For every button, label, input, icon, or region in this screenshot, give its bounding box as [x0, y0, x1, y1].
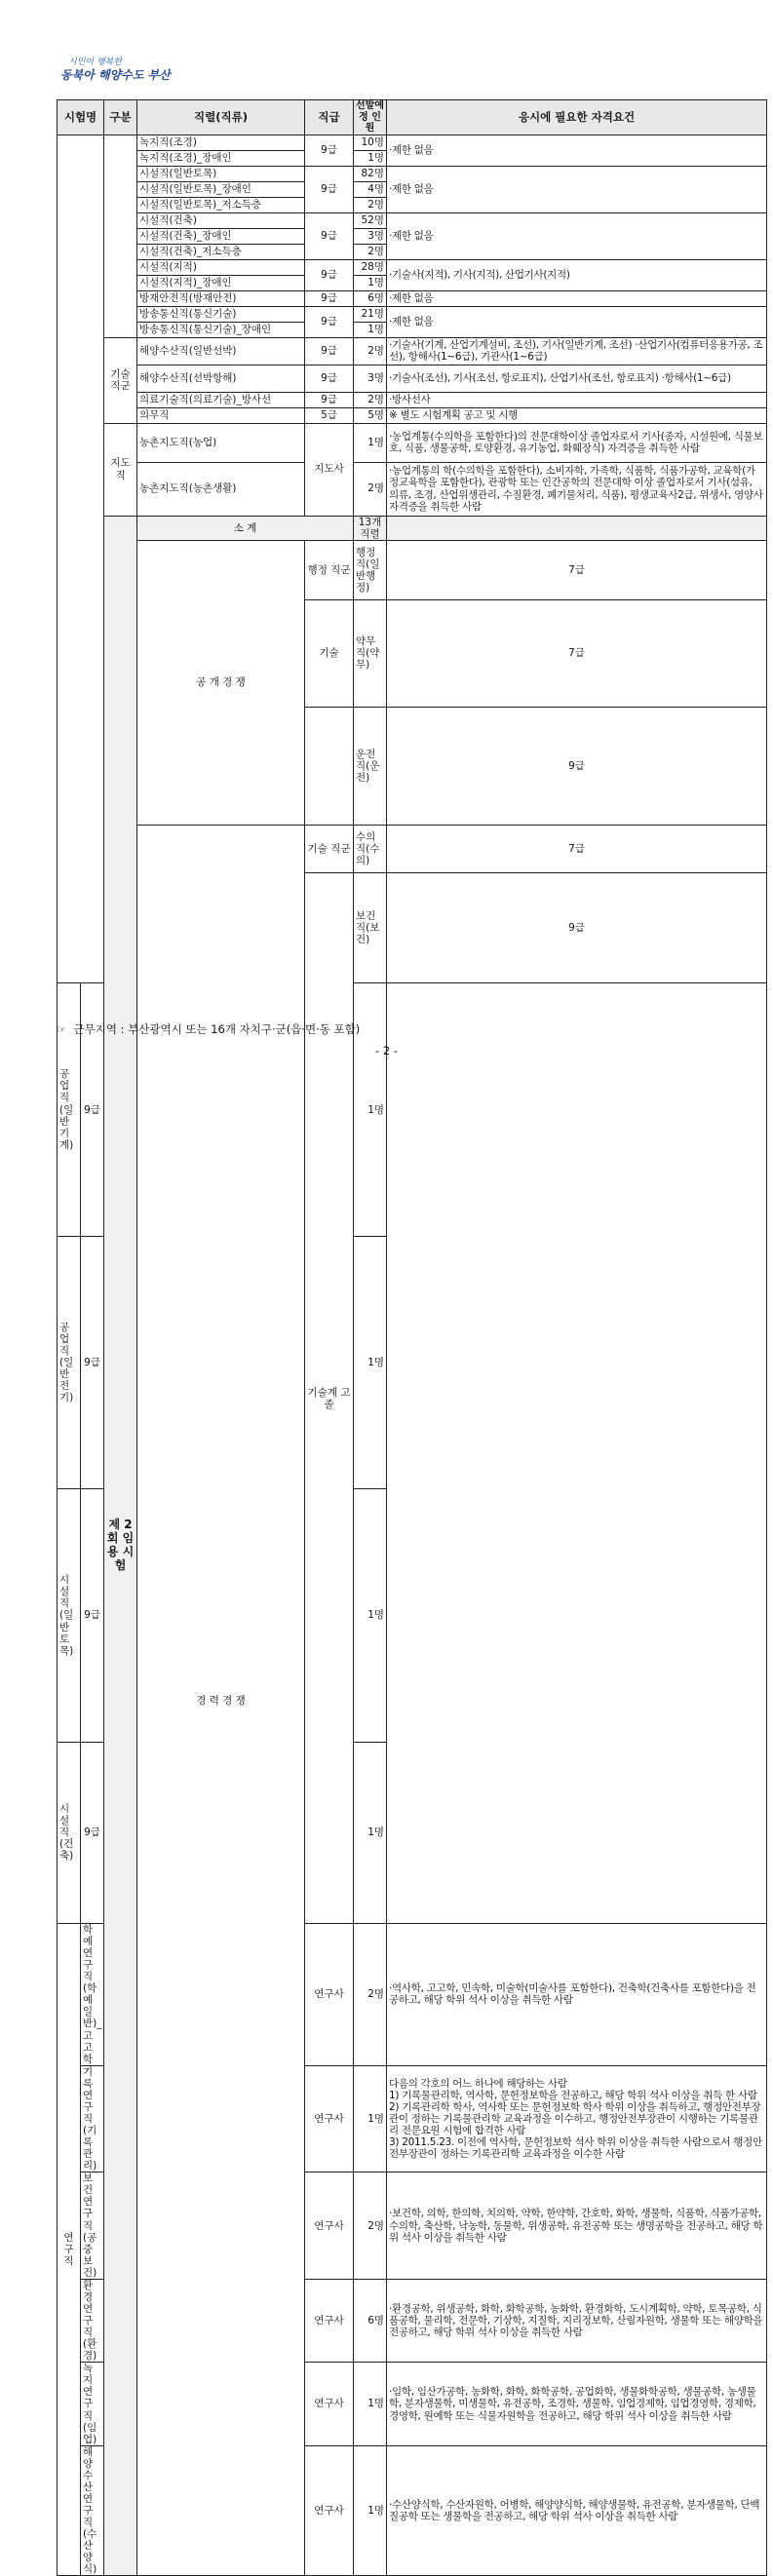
category-gisul: 기술 [305, 599, 354, 707]
requirement-cell: ·제한 없음 [387, 166, 767, 212]
position-cell: 학예연구직(학예일반)_고고학 [81, 1923, 104, 2065]
header-count: 선발예정 인 원 [354, 100, 387, 135]
count-cell: 2명 [354, 1923, 387, 2065]
grade-cell: 연구사 [305, 2363, 354, 2445]
position-cell: 공업직(일반기계) [58, 983, 81, 1236]
requirement-cell: ·농업계통(수의학을 포함한다)의 전문대학이상 졸업자로서 기사(종자, 시설원예, 식물보호, 식품, 생물공학, 토양환경, 유기농업, 화훼장식) 자격증을 취득한 사람 [387, 423, 767, 462]
table-row [58, 135, 767, 150]
grade-cell: 지도사 [305, 423, 354, 516]
position-cell: 시설직(일반토목) [137, 166, 305, 181]
logo-slogan-line2: 동북아 해양수도 부산 [60, 68, 171, 82]
requirement-cell: ·방사선사 [387, 392, 767, 407]
position-cell: 해양수산연구직(수산양식) [81, 2445, 104, 2576]
count-cell: 52명 [354, 212, 387, 228]
position-cell: 의료기술직(의료기술)_방사선 [137, 392, 305, 407]
category-gyeongryeok2: 경 력 경 쟁 [137, 826, 305, 2576]
count-cell: 1명 [354, 322, 387, 337]
position-cell: 녹지직(조경) [137, 135, 305, 150]
header-type: 구분 [104, 100, 137, 135]
header-requirements: 응시에 필요한 자격요건 [387, 100, 767, 135]
count-cell: 1명 [354, 1489, 387, 1742]
grade-cell: 7급 [387, 540, 767, 599]
position-cell: 농촌지도직(농촌생활) [137, 462, 305, 516]
category-gonggae: 공 개 경 쟁 [137, 540, 305, 826]
req-item-2: 2) 기록관리학 학사, 역사학 또는 문헌정보학 학사 학위 이상을 취득하고, 행정안전부장관이 정하는 기록물관리학 교육과정을 이수하고, 행정안전부장관이 시행하는 기록물관리 전문요원 시험에 합격한 사람 [389, 2100, 761, 2136]
position-cell: 공업직(일반전기) [58, 1236, 81, 1488]
requirement-cell: ·제한 없음 [387, 212, 767, 259]
grade-cell: 5급 [305, 407, 354, 423]
table-row [58, 540, 767, 599]
work-location-text: 근무지역 : 부산광역시 또는 16개 자치구·군(읍·면·동 포함) [73, 1022, 361, 1036]
count-cell: 1명 [354, 150, 387, 166]
table-row [58, 212, 767, 228]
requirement-cell [387, 2065, 767, 2172]
grade-cell: 9급 [305, 392, 354, 407]
count-cell: 6명 [354, 2279, 387, 2362]
req-item-3: 3) 2011.5.23. 이전에 역사학, 문헌정보학 석사 학위 이상을 취득한 사람으로서 행정안전부장관이 정하는 기록관리학 교육과정을 이수한 사람 [389, 2136, 762, 2161]
category-haengjeong: 행정 직군 [305, 540, 354, 599]
position-cell: 약무직(약무) [354, 599, 387, 707]
count-cell: 2명 [354, 197, 387, 212]
requirement-cell: ·기술사(기계, 산업기계설비, 조선), 기사(일반기계, 조선) ·산업기사(컴퓨터응용가공, 조선), 항해사(1~6급), 기관사(1~6급) [387, 337, 767, 365]
page-number: - 2 - [375, 1044, 398, 1057]
req-item-1: 1) 기록물관리학, 역사학, 문헌정보학을 전공하고, 해당 학위 석사 이상을 취득 한 사람 [389, 2089, 757, 2101]
position-cell: 보건연구직(공중보건) [81, 2172, 104, 2280]
requirement-cell: ※ 별도 시험계획 공고 및 시행 [387, 407, 767, 423]
table-row [58, 337, 767, 365]
table-row [58, 306, 767, 322]
count-cell: 1명 [354, 2445, 387, 2576]
requirement-cell: ·제한 없음 [387, 306, 767, 337]
exam-2nd-label: 제 2 회 임 용 시 험 [104, 516, 137, 2576]
table-row [58, 462, 767, 516]
count-cell: 3명 [354, 365, 387, 392]
count-cell: 2명 [354, 2172, 387, 2280]
count-cell: 6명 [354, 290, 387, 306]
header-grade: 직급 [305, 100, 354, 135]
count-cell: 5명 [354, 407, 387, 423]
category-jidojik: 지도직 [104, 423, 137, 516]
subtotal-label: 소 계 [137, 516, 354, 540]
table-row [58, 392, 767, 407]
position-cell: 시설직(건축)_저소득층 [137, 244, 305, 259]
requirement-cell: ·환경공학, 위생공학, 화학, 화학공학, 농화학, 환경화학, 도시계획학, 약학, 토목공학, 식품공학, 물리학, 전문학, 기상학, 지질학, 지리정보학, 산림자원학, 생물학 또는 해양학을 전공하고, 해당 학위 석사 이상을 취득한 사람 [387, 2279, 767, 2362]
busan-logo [60, 55, 171, 88]
grade-cell: 9급 [387, 707, 767, 826]
count-cell: 82명 [354, 166, 387, 181]
position-cell: 운전직(운전) [354, 707, 387, 826]
position-cell: 시설직(일반토목) [58, 1489, 81, 1742]
grade-cell: 9급 [305, 337, 354, 365]
count-cell: 1명 [354, 2065, 387, 2172]
requirement-cell: ·보건학, 의학, 한의학, 치의학, 약학, 한약학, 간호학, 화학, 생물학, 식품학, 식품가공학, 수의학, 축산학, 낙농학, 동물학, 위생공학, 유전공학 또는 생명공학을 전공하고, 해당 학위 석사 이상을 취득한 사람 [387, 2172, 767, 2280]
table-row [58, 365, 767, 392]
category-gisul2: 기술 직군 [305, 826, 354, 873]
position-cell: 녹지연구직(임업) [81, 2363, 104, 2445]
position-cell: 방송통신직(통신기술) [137, 306, 305, 322]
grade-cell: 7급 [387, 599, 767, 707]
count-cell: 1명 [354, 983, 387, 1236]
requirement-cell: ·제한 없음 [387, 290, 767, 306]
count-cell: 2명 [354, 244, 387, 259]
count-cell: 1명 [354, 2363, 387, 2445]
header-exam: 시험명 [58, 100, 104, 135]
position-cell: 보건직(보건) [354, 873, 387, 983]
recruitment-table [57, 99, 767, 2576]
category-gisul-jikgun: 기술 직군 [104, 337, 137, 423]
table-row [58, 166, 767, 181]
position-cell: 녹지직(조경)_장애인 [137, 150, 305, 166]
count-cell: 1명 [354, 423, 387, 462]
grade-cell: 9급 [387, 873, 767, 983]
grade-cell: 연구사 [305, 2065, 354, 2172]
position-cell: 시설직(지적)_장애인 [137, 275, 305, 290]
grade-cell: 9급 [305, 166, 354, 212]
grade-cell: 7급 [387, 826, 767, 873]
position-cell: 시설직(일반토목)_장애인 [137, 181, 305, 197]
position-cell: 농촌지도직(농업) [137, 423, 305, 462]
category-gisulgye: 기술계 고졸 [305, 873, 354, 1924]
position-cell: 시설직(지적) [137, 259, 305, 275]
position-cell: 방송통신직(통신기술)_장애인 [137, 322, 305, 337]
table-header-row [58, 100, 767, 135]
table-row [58, 407, 767, 423]
grade-cell: 9급 [81, 1489, 104, 1742]
count-cell: 3명 [354, 228, 387, 244]
header-position: 직렬(직류) [137, 100, 305, 135]
grade-cell: 9급 [305, 365, 354, 392]
grade-cell: 9급 [81, 1742, 104, 1923]
grade-cell: 연구사 [305, 1923, 354, 2065]
position-cell: 행정직(일반행정) [354, 540, 387, 599]
table-row [58, 290, 767, 306]
position-cell: 해양수산직(선박항해) [137, 365, 305, 392]
req-intro: 다음의 각호의 어느 하나에 해당하는 사람 [389, 2077, 567, 2090]
subtotal-positions: 13개 직렬 [354, 516, 387, 540]
count-cell: 4명 [354, 181, 387, 197]
position-cell: 의무직 [137, 407, 305, 423]
count-cell: 10명 [354, 135, 387, 150]
grade-cell: 9급 [81, 1236, 104, 1488]
table-row [58, 826, 767, 873]
pointing-hand-icon: ☞ [57, 1023, 66, 1036]
grade-cell: 9급 [305, 212, 354, 259]
count-cell: 2명 [354, 392, 387, 407]
grade-cell: 9급 [305, 290, 354, 306]
position-cell: 시설직(건축) [58, 1742, 81, 1923]
position-cell: 기록연구직(기록관리) [81, 2065, 104, 2172]
position-cell: 해양수산직(일반선박) [137, 337, 305, 365]
requirement-cell: ·농업계통의 학(수의학을 포함한다), 소비자학, 가족학, 식품학, 식품가공학, 교육학(가정교육학을 포함한다), 관광학 또는 인간공학의 전문대학 이상 졸업자로서 기사(섬유, 의류, 조경, 산업위생관리, 수질환경, 폐기물처리, 식품), 평생교육사2급, 위생사, 영양사 자격증을 취득한 사람 [387, 462, 767, 516]
grade-cell: 연구사 [305, 2172, 354, 2280]
table-row [58, 259, 767, 275]
subtotal-row [58, 516, 767, 540]
grade-cell: 9급 [305, 135, 354, 166]
count-cell: 1명 [354, 275, 387, 290]
requirement-cell: ·기술사(조선), 기사(조선, 항로표지), 산업기사(조선, 항로표지) ·항해사(1~6급) [387, 365, 767, 392]
requirement-cell: ·임학, 임산가공학, 농화학, 화학, 화학공학, 공업화학, 생물화학공학, 생물공학, 농생물학, 분자생물학, 미생물학, 유전공학, 조경학, 생물학, 임업경제학, 임업경영학, 경제학, 경영학, 원예학 또는 식물자원학을 전공하고, 해당 학위 석사 이상을 취득한 사람 [387, 2363, 767, 2445]
count-cell: 1명 [354, 1236, 387, 1488]
position-cell: 시설직(일반토목)_저소득층 [137, 197, 305, 212]
requirement-cell: ·수산양식학, 수산자원학, 어병학, 해양양식학, 해양생물학, 유전공학, 분자생물학, 단백질공학 또는 생물학을 전공하고, 해당 학위 석사 이상을 취득한 사람 [387, 2445, 767, 2576]
logo-slogan-line1: 시민이 행복한 [68, 58, 123, 67]
work-location-note [57, 1021, 360, 1037]
count-cell: 2명 [354, 337, 387, 365]
count-cell: 28명 [354, 259, 387, 275]
grade-cell: 연구사 [305, 2279, 354, 2362]
position-cell: 시설직(건축)_장애인 [137, 228, 305, 244]
position-cell: 환경연구직(환경) [81, 2279, 104, 2362]
count-cell: 21명 [354, 306, 387, 322]
grade-cell: 9급 [305, 259, 354, 290]
requirement-cell: ·기술사(지적), 기사(지적), 산업기사(지적) [387, 259, 767, 290]
count-cell: 1명 [354, 1742, 387, 1923]
category-yeongu: 연구직 [58, 1923, 81, 2575]
position-cell: 수의직(수의) [354, 826, 387, 873]
position-cell: 방재안전직(방재안전) [137, 290, 305, 306]
position-cell: 시설직(건축) [137, 212, 305, 228]
count-cell: 2명 [354, 462, 387, 516]
requirement-cell: ·제한 없음 [387, 135, 767, 166]
requirement-cell: ·역사학, 고고학, 민속학, 미술학(미술사를 포함한다), 건축학(건축사를 포함한다)을 전공하고, 해당 학위 석사 이상을 취득한 사람 [387, 1923, 767, 2065]
grade-cell: 9급 [81, 983, 104, 1236]
grade-cell: 9급 [305, 306, 354, 337]
table-row [58, 423, 767, 462]
grade-cell: 연구사 [305, 2445, 354, 2576]
